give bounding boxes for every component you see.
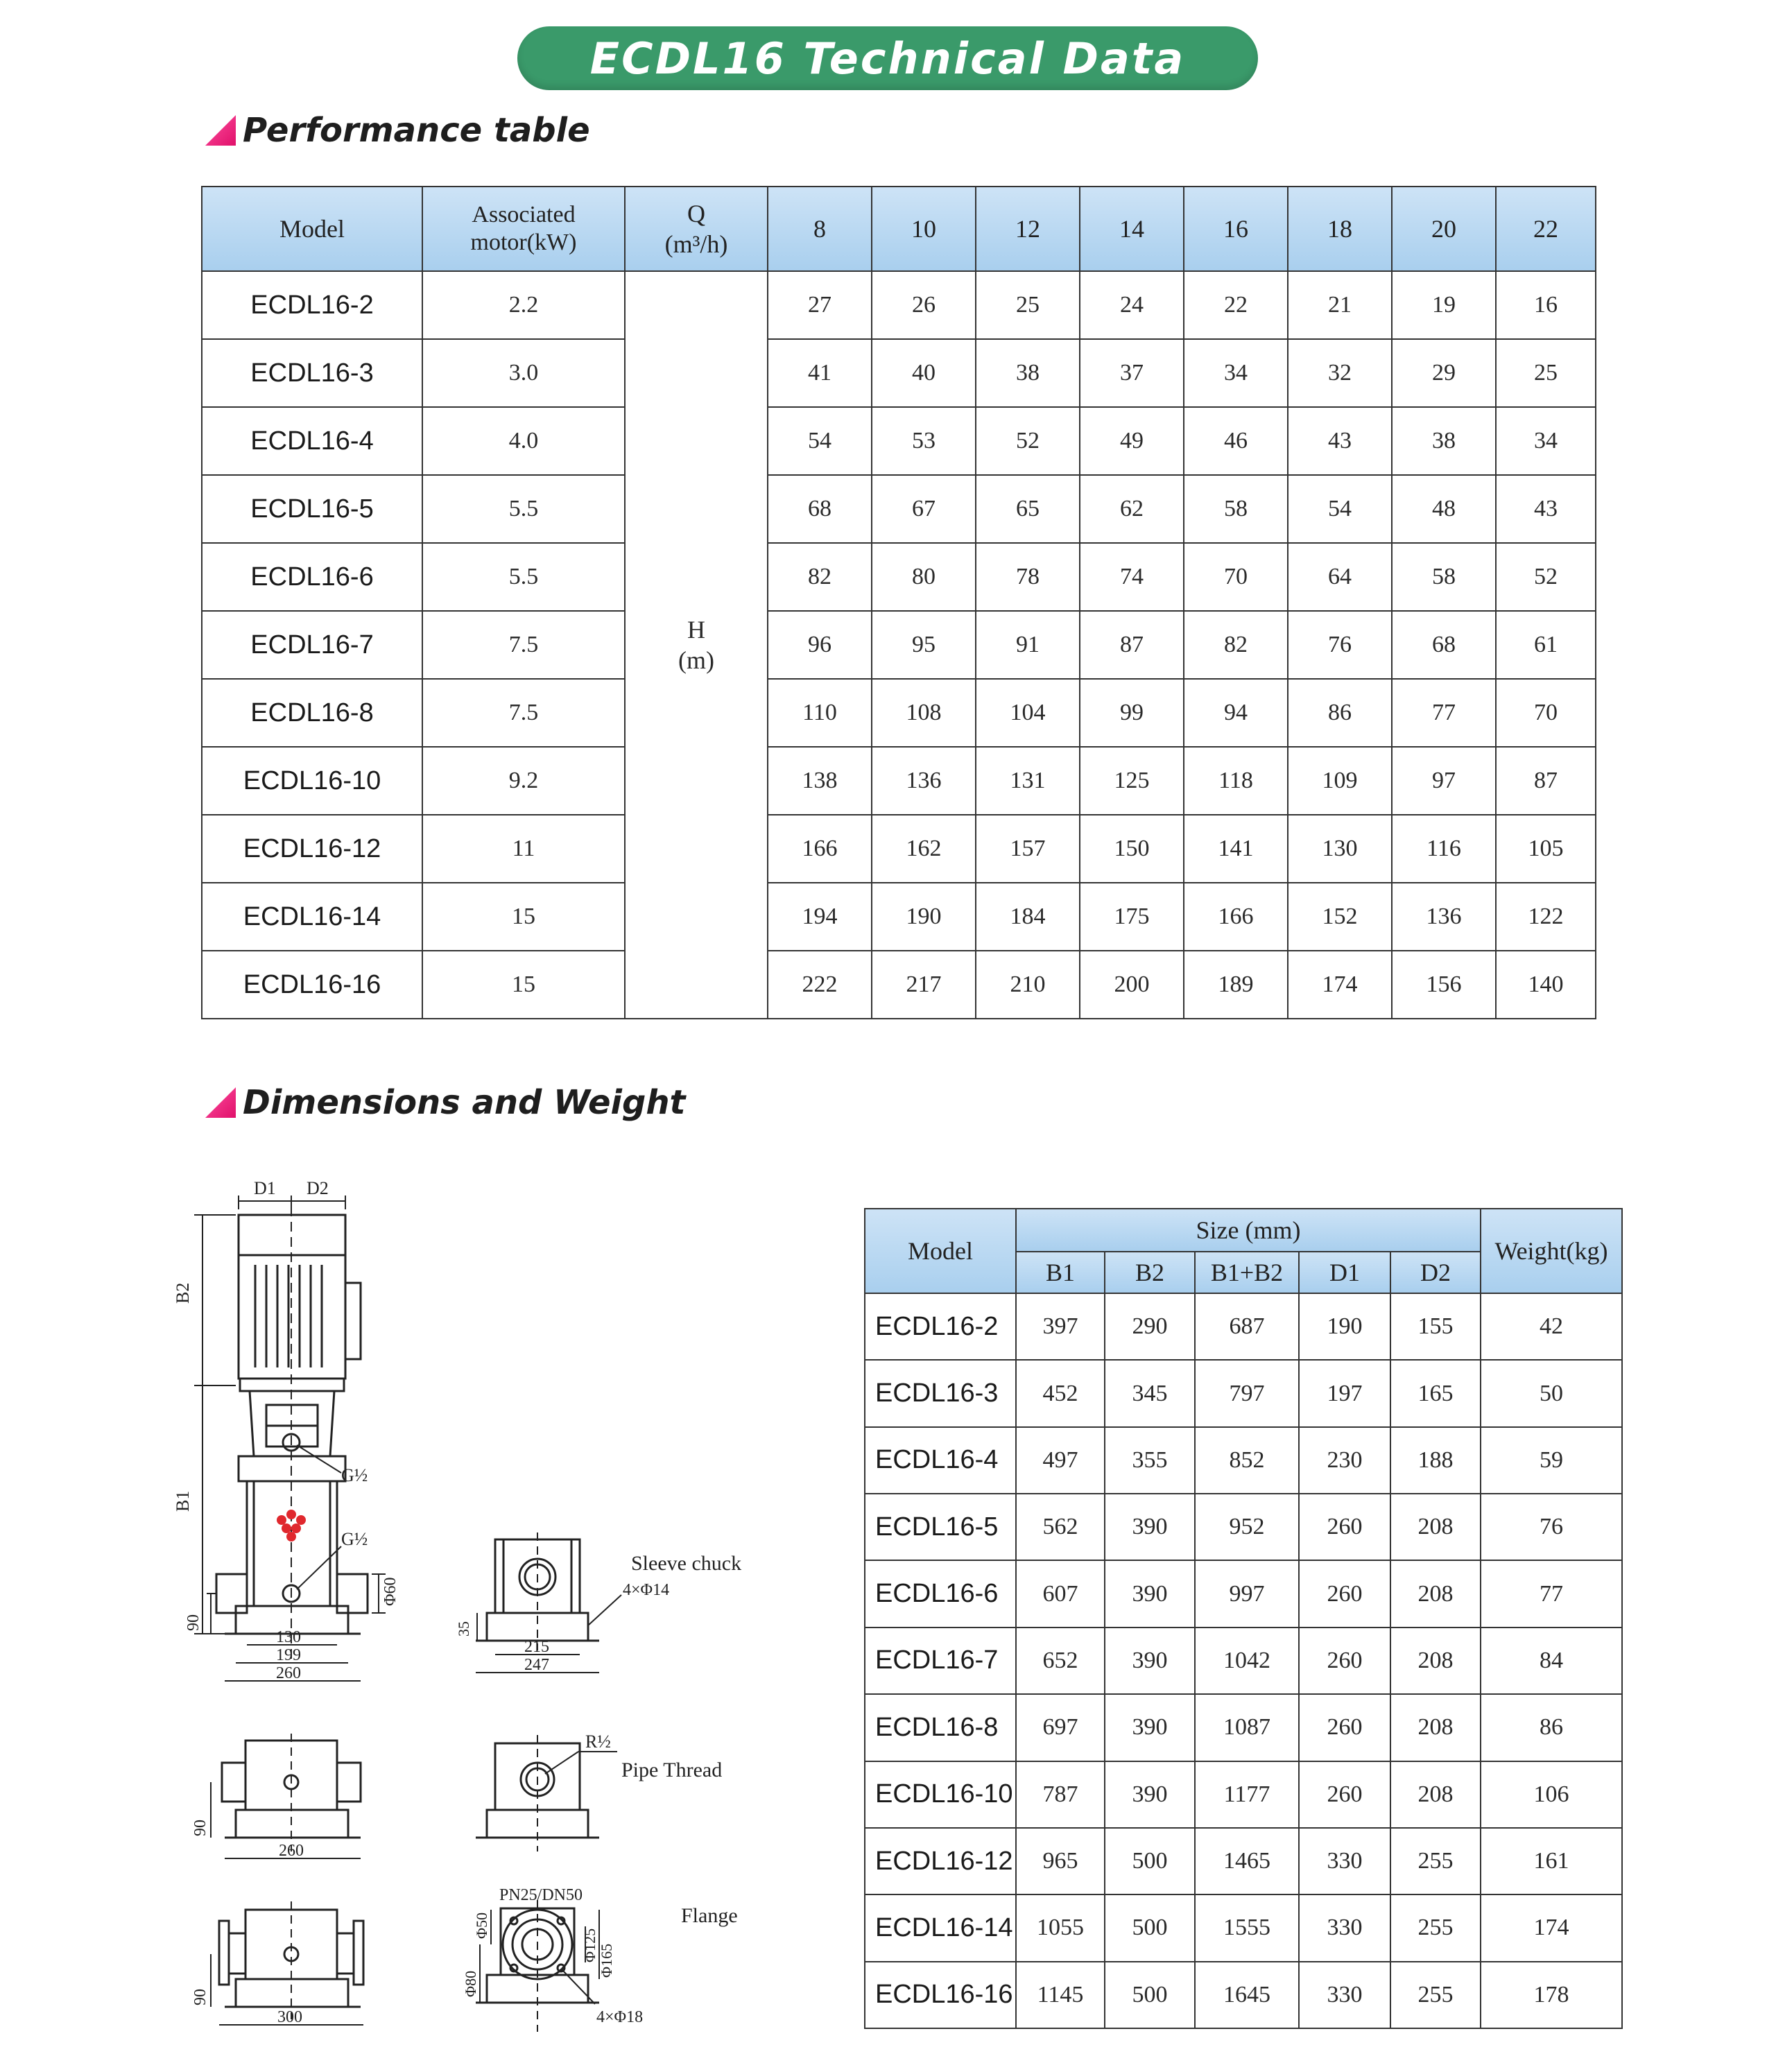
table-row (202, 271, 1596, 339)
header-model: Model (202, 187, 422, 271)
size-value-cell: 965 (1016, 1828, 1105, 1894)
model-cell: ECDL16-14 (202, 883, 422, 951)
head-value-cell: 54 (768, 407, 872, 475)
table-row (865, 1560, 1622, 1627)
size-value-cell: 390 (1105, 1628, 1195, 1694)
model-cell: ECDL16-10 (202, 747, 422, 815)
dim-header-weight: Weight(kg) (1481, 1209, 1622, 1293)
table-row (202, 747, 1596, 815)
size-value-cell: 330 (1299, 1962, 1390, 2028)
head-value-cell: 53 (872, 407, 976, 475)
head-value-cell: 26 (872, 271, 976, 339)
head-value-cell: 91 (976, 611, 1080, 679)
label-pipe-260: 260 (279, 1842, 304, 1860)
header-q-line2: (m³/h) (664, 230, 728, 258)
head-value-cell: 131 (976, 747, 1080, 815)
size-value-cell: 390 (1105, 1560, 1195, 1627)
head-label-line2: (m) (678, 646, 714, 674)
size-value-cell: 1645 (1195, 1962, 1299, 2028)
performance-heading (205, 111, 590, 150)
head-value-cell: 125 (1080, 747, 1184, 815)
model-cell: ECDL16-10 (865, 1761, 1016, 1828)
size-value-cell: 390 (1105, 1494, 1195, 1560)
head-value-cell: 87 (1080, 611, 1184, 679)
motor-cell: 15 (422, 951, 625, 1019)
head-value-cell: 38 (1392, 407, 1496, 475)
size-value-cell: 190 (1299, 1293, 1390, 1360)
head-value-cell: 138 (768, 747, 872, 815)
table-row (865, 1962, 1622, 2028)
label-flange-bolt: 4×Φ18 (596, 2008, 644, 2026)
head-value-cell: 130 (1288, 815, 1392, 883)
size-value-cell: 260 (1299, 1494, 1390, 1560)
model-cell: ECDL16-8 (865, 1694, 1016, 1761)
dim-header-col: B1+B2 (1195, 1252, 1299, 1293)
head-value-cell: 52 (976, 407, 1080, 475)
model-cell: ECDL16-7 (202, 611, 422, 679)
head-value-cell: 38 (976, 339, 1080, 407)
table-row (202, 475, 1596, 543)
dim-header-model: Model (865, 1209, 1016, 1293)
head-label-cell (625, 271, 768, 1019)
head-value-cell: 68 (768, 475, 872, 543)
size-value-cell: 1042 (1195, 1628, 1299, 1694)
motor-cell: 7.5 (422, 611, 625, 679)
size-value-cell: 260 (1299, 1560, 1390, 1627)
size-value-cell: 208 (1390, 1494, 1481, 1560)
header-flow: 14 (1080, 187, 1184, 271)
size-value-cell: 1055 (1016, 1894, 1105, 1961)
head-value-cell: 110 (768, 679, 872, 747)
head-value-cell: 43 (1288, 407, 1392, 475)
label-b2: B2 (173, 1282, 193, 1304)
head-value-cell: 97 (1392, 747, 1496, 815)
label-d2: D2 (307, 1178, 329, 1198)
size-value-cell: 797 (1195, 1360, 1299, 1426)
head-value-cell: 116 (1392, 815, 1496, 883)
header-q-line1: Q (687, 200, 705, 227)
head-value-cell: 62 (1080, 475, 1184, 543)
weight-cell: 77 (1481, 1560, 1622, 1627)
head-value-cell: 87 (1496, 747, 1596, 815)
head-value-cell: 194 (768, 883, 872, 951)
dim-header-col: B2 (1105, 1252, 1195, 1293)
head-value-cell: 22 (1184, 271, 1288, 339)
size-value-cell: 607 (1016, 1560, 1105, 1627)
head-value-cell: 48 (1392, 475, 1496, 543)
head-value-cell: 58 (1184, 475, 1288, 543)
head-value-cell: 122 (1496, 883, 1596, 951)
header-motor-line1: Associated (472, 202, 576, 227)
label-phi80: Φ80 (462, 1970, 479, 1997)
pump-elevation-view (194, 1195, 386, 1681)
model-cell: ECDL16-16 (865, 1962, 1016, 2028)
header-motor-line2: motor(kW) (470, 230, 577, 255)
flange-views (211, 1900, 599, 2032)
head-value-cell: 141 (1184, 815, 1288, 883)
model-cell: ECDL16-2 (865, 1293, 1016, 1360)
head-value-cell: 150 (1080, 815, 1184, 883)
head-value-cell: 136 (1392, 883, 1496, 951)
head-value-cell: 37 (1080, 339, 1184, 407)
header-flow: 16 (1184, 187, 1288, 271)
size-value-cell: 500 (1105, 1962, 1195, 2028)
head-value-cell: 174 (1288, 951, 1392, 1019)
table-row (202, 679, 1596, 747)
head-value-cell: 43 (1496, 475, 1596, 543)
head-value-cell: 99 (1080, 679, 1184, 747)
table-row (865, 1427, 1622, 1494)
motor-cell: 5.5 (422, 475, 625, 543)
size-value-cell: 1087 (1195, 1694, 1299, 1761)
head-value-cell: 166 (768, 815, 872, 883)
dim-header-col: D2 (1390, 1252, 1481, 1293)
label-main-90: 90 (184, 1614, 202, 1631)
table-row (202, 815, 1596, 883)
head-value-cell: 74 (1080, 543, 1184, 611)
label-pipe-90: 90 (191, 1820, 209, 1836)
label-260: 260 (276, 1664, 301, 1682)
head-value-cell: 140 (1496, 951, 1596, 1019)
size-value-cell: 687 (1195, 1293, 1299, 1360)
label-130: 130 (276, 1628, 301, 1646)
weight-cell: 86 (1481, 1694, 1622, 1761)
size-value-cell: 255 (1390, 1828, 1481, 1894)
brand-logo-icon (277, 1510, 306, 1542)
dimensions-heading-text: Dimensions and Weight (243, 1083, 686, 1122)
motor-cell: 5.5 (422, 543, 625, 611)
weight-cell: 161 (1481, 1828, 1622, 1894)
head-value-cell: 105 (1496, 815, 1596, 883)
motor-cell: 3.0 (422, 339, 625, 407)
model-cell: ECDL16-5 (865, 1494, 1016, 1560)
size-value-cell: 1465 (1195, 1828, 1299, 1894)
header-flow: 10 (872, 187, 976, 271)
label-g-top: G½ (341, 1465, 368, 1485)
model-cell: ECDL16-14 (865, 1894, 1016, 1961)
size-value-cell: 697 (1016, 1694, 1105, 1761)
weight-cell: 178 (1481, 1962, 1622, 2028)
size-value-cell: 290 (1105, 1293, 1195, 1360)
page-title-banner (517, 26, 1258, 90)
head-value-cell: 222 (768, 951, 872, 1019)
table-row (865, 1293, 1622, 1360)
header-flow: 20 (1392, 187, 1496, 271)
weight-cell: 59 (1481, 1427, 1622, 1494)
size-value-cell: 652 (1016, 1628, 1105, 1694)
head-value-cell: 16 (1496, 271, 1596, 339)
size-value-cell: 155 (1390, 1293, 1481, 1360)
head-value-cell: 82 (1184, 611, 1288, 679)
head-value-cell: 41 (768, 339, 872, 407)
head-value-cell: 70 (1496, 679, 1596, 747)
table-row (202, 407, 1596, 475)
weight-cell: 106 (1481, 1761, 1622, 1828)
weight-cell: 42 (1481, 1293, 1622, 1360)
table-row (865, 1360, 1622, 1426)
performance-header-row (202, 187, 1596, 271)
dimensions-table (864, 1208, 1623, 2029)
head-value-cell: 64 (1288, 543, 1392, 611)
size-value-cell: 787 (1016, 1761, 1105, 1828)
model-cell: ECDL16-8 (202, 679, 422, 747)
label-phi165: Φ165 (598, 1943, 615, 1978)
size-value-cell: 197 (1299, 1360, 1390, 1426)
size-value-cell: 230 (1299, 1427, 1390, 1494)
label-phi60: Φ60 (381, 1577, 399, 1606)
head-value-cell: 190 (872, 883, 976, 951)
head-value-cell: 200 (1080, 951, 1184, 1019)
size-value-cell: 497 (1016, 1427, 1105, 1494)
model-cell: ECDL16-6 (202, 543, 422, 611)
head-value-cell: 49 (1080, 407, 1184, 475)
header-flow: 12 (976, 187, 1080, 271)
head-value-cell: 136 (872, 747, 976, 815)
table-row (202, 883, 1596, 951)
weight-cell: 84 (1481, 1628, 1622, 1694)
size-value-cell: 208 (1390, 1628, 1481, 1694)
head-value-cell: 96 (768, 611, 872, 679)
label-phi125: Φ125 (581, 1928, 598, 1962)
head-value-cell: 34 (1496, 407, 1596, 475)
page-title: ECDL16 Technical Data (589, 33, 1186, 84)
head-value-cell: 184 (976, 883, 1080, 951)
model-cell: ECDL16-16 (202, 951, 422, 1019)
head-value-cell: 162 (872, 815, 976, 883)
head-value-cell: 29 (1392, 339, 1496, 407)
label-r-thread: R½ (585, 1732, 611, 1752)
size-value-cell: 260 (1299, 1694, 1390, 1761)
model-cell: ECDL16-2 (202, 271, 422, 339)
head-value-cell: 34 (1184, 339, 1288, 407)
head-value-cell: 67 (872, 475, 976, 543)
size-value-cell: 188 (1390, 1427, 1481, 1494)
table-row (202, 611, 1596, 679)
label-300: 300 (277, 2008, 302, 2026)
head-label-line1: H (687, 616, 705, 644)
table-row (202, 543, 1596, 611)
head-value-cell: 19 (1392, 271, 1496, 339)
size-value-cell: 997 (1195, 1560, 1299, 1627)
label-199: 199 (276, 1646, 301, 1664)
head-value-cell: 40 (872, 339, 976, 407)
performance-heading-text: Performance table (243, 111, 590, 150)
head-value-cell: 52 (1496, 543, 1596, 611)
head-value-cell: 175 (1080, 883, 1184, 951)
head-value-cell: 94 (1184, 679, 1288, 747)
model-cell: ECDL16-6 (865, 1560, 1016, 1627)
size-value-cell: 852 (1195, 1427, 1299, 1494)
weight-cell: 76 (1481, 1494, 1622, 1560)
motor-cell: 4.0 (422, 407, 625, 475)
size-value-cell: 1177 (1195, 1761, 1299, 1828)
table-row (865, 1494, 1622, 1560)
label-pipe-thread: Pipe Thread (621, 1759, 723, 1781)
motor-cell: 11 (422, 815, 625, 883)
head-value-cell: 109 (1288, 747, 1392, 815)
head-value-cell: 68 (1392, 611, 1496, 679)
size-value-cell: 500 (1105, 1828, 1195, 1894)
head-value-cell: 65 (976, 475, 1080, 543)
model-cell: ECDL16-3 (865, 1360, 1016, 1426)
dimensions-heading (205, 1083, 685, 1122)
label-247: 247 (524, 1656, 549, 1674)
head-value-cell: 95 (872, 611, 976, 679)
size-value-cell: 345 (1105, 1360, 1195, 1426)
label-d1: D1 (254, 1178, 276, 1198)
table-row (865, 1894, 1622, 1961)
dim-header-col: B1 (1016, 1252, 1105, 1293)
model-cell: ECDL16-3 (202, 339, 422, 407)
dim-header-col: D1 (1299, 1252, 1390, 1293)
size-value-cell: 255 (1390, 1962, 1481, 2028)
label-sleeve-bolt: 4×Φ14 (623, 1581, 670, 1599)
dimensions-header-row (865, 1209, 1622, 1252)
head-value-cell: 152 (1288, 883, 1392, 951)
head-value-cell: 24 (1080, 271, 1184, 339)
header-q (625, 187, 768, 271)
header-motor (422, 187, 625, 271)
table-row (865, 1628, 1622, 1694)
motor-cell: 7.5 (422, 679, 625, 747)
head-value-cell: 54 (1288, 475, 1392, 543)
header-flow: 18 (1288, 187, 1392, 271)
motor-cell: 2.2 (422, 271, 625, 339)
head-value-cell: 108 (872, 679, 976, 747)
head-value-cell: 157 (976, 815, 1080, 883)
label-35: 35 (455, 1621, 472, 1637)
size-value-cell: 500 (1105, 1894, 1195, 1961)
size-value-cell: 208 (1390, 1560, 1481, 1627)
head-value-cell: 86 (1288, 679, 1392, 747)
label-phi50: Φ50 (473, 1912, 490, 1939)
head-value-cell: 77 (1392, 679, 1496, 747)
model-cell: ECDL16-12 (865, 1828, 1016, 1894)
table-row (865, 1828, 1622, 1894)
label-flange-90: 90 (191, 1989, 209, 2005)
head-value-cell: 70 (1184, 543, 1288, 611)
size-value-cell: 397 (1016, 1293, 1105, 1360)
head-value-cell: 80 (872, 543, 976, 611)
motor-cell: 15 (422, 883, 625, 951)
size-value-cell: 452 (1016, 1360, 1105, 1426)
size-value-cell: 355 (1105, 1427, 1195, 1494)
triangle-marker-icon (205, 1087, 236, 1118)
model-cell: ECDL16-4 (202, 407, 422, 475)
label-g-bottom: G½ (341, 1529, 368, 1549)
size-value-cell: 255 (1390, 1894, 1481, 1961)
size-value-cell: 1555 (1195, 1894, 1299, 1961)
head-value-cell: 25 (976, 271, 1080, 339)
size-value-cell: 165 (1390, 1360, 1481, 1426)
head-value-cell: 21 (1288, 271, 1392, 339)
head-value-cell: 156 (1392, 951, 1496, 1019)
pump-dimension-drawing (153, 1165, 846, 2039)
triangle-marker-icon (205, 115, 236, 146)
pipe-thread-views (211, 1734, 617, 1858)
label-pn: PN25/DN50 (499, 1886, 583, 1904)
head-value-cell: 104 (976, 679, 1080, 747)
dim-header-size: Size (mm) (1016, 1209, 1481, 1252)
size-value-cell: 1145 (1016, 1962, 1105, 2028)
weight-cell: 50 (1481, 1360, 1622, 1426)
model-cell: ECDL16-5 (202, 475, 422, 543)
head-value-cell: 25 (1496, 339, 1596, 407)
head-value-cell: 46 (1184, 407, 1288, 475)
header-flow: 22 (1496, 187, 1596, 271)
label-b1: B1 (173, 1490, 193, 1512)
head-value-cell: 189 (1184, 951, 1288, 1019)
head-value-cell: 210 (976, 951, 1080, 1019)
label-flange: Flange (681, 1904, 738, 1927)
size-value-cell: 260 (1299, 1628, 1390, 1694)
head-value-cell: 58 (1392, 543, 1496, 611)
motor-cell: 9.2 (422, 747, 625, 815)
table-row (202, 339, 1596, 407)
head-value-cell: 32 (1288, 339, 1392, 407)
model-cell: ECDL16-7 (865, 1628, 1016, 1694)
header-flow: 8 (768, 187, 872, 271)
head-value-cell: 78 (976, 543, 1080, 611)
model-cell: ECDL16-4 (865, 1427, 1016, 1494)
size-value-cell: 330 (1299, 1894, 1390, 1961)
head-value-cell: 27 (768, 271, 872, 339)
size-value-cell: 390 (1105, 1694, 1195, 1761)
head-value-cell: 118 (1184, 747, 1288, 815)
head-value-cell: 82 (768, 543, 872, 611)
size-value-cell: 562 (1016, 1494, 1105, 1560)
head-value-cell: 61 (1496, 611, 1596, 679)
size-value-cell: 952 (1195, 1494, 1299, 1560)
size-value-cell: 208 (1390, 1694, 1481, 1761)
performance-table (201, 186, 1596, 1019)
size-value-cell: 208 (1390, 1761, 1481, 1828)
weight-cell: 174 (1481, 1894, 1622, 1961)
label-sleeve-chuck: Sleeve chuck (631, 1552, 742, 1575)
head-value-cell: 166 (1184, 883, 1288, 951)
head-value-cell: 217 (872, 951, 976, 1019)
head-value-cell: 76 (1288, 611, 1392, 679)
table-row (202, 951, 1596, 1019)
size-value-cell: 390 (1105, 1761, 1195, 1828)
size-value-cell: 330 (1299, 1828, 1390, 1894)
size-value-cell: 260 (1299, 1761, 1390, 1828)
table-row (865, 1694, 1622, 1761)
model-cell: ECDL16-12 (202, 815, 422, 883)
label-215: 215 (524, 1638, 549, 1656)
table-row (865, 1761, 1622, 1828)
